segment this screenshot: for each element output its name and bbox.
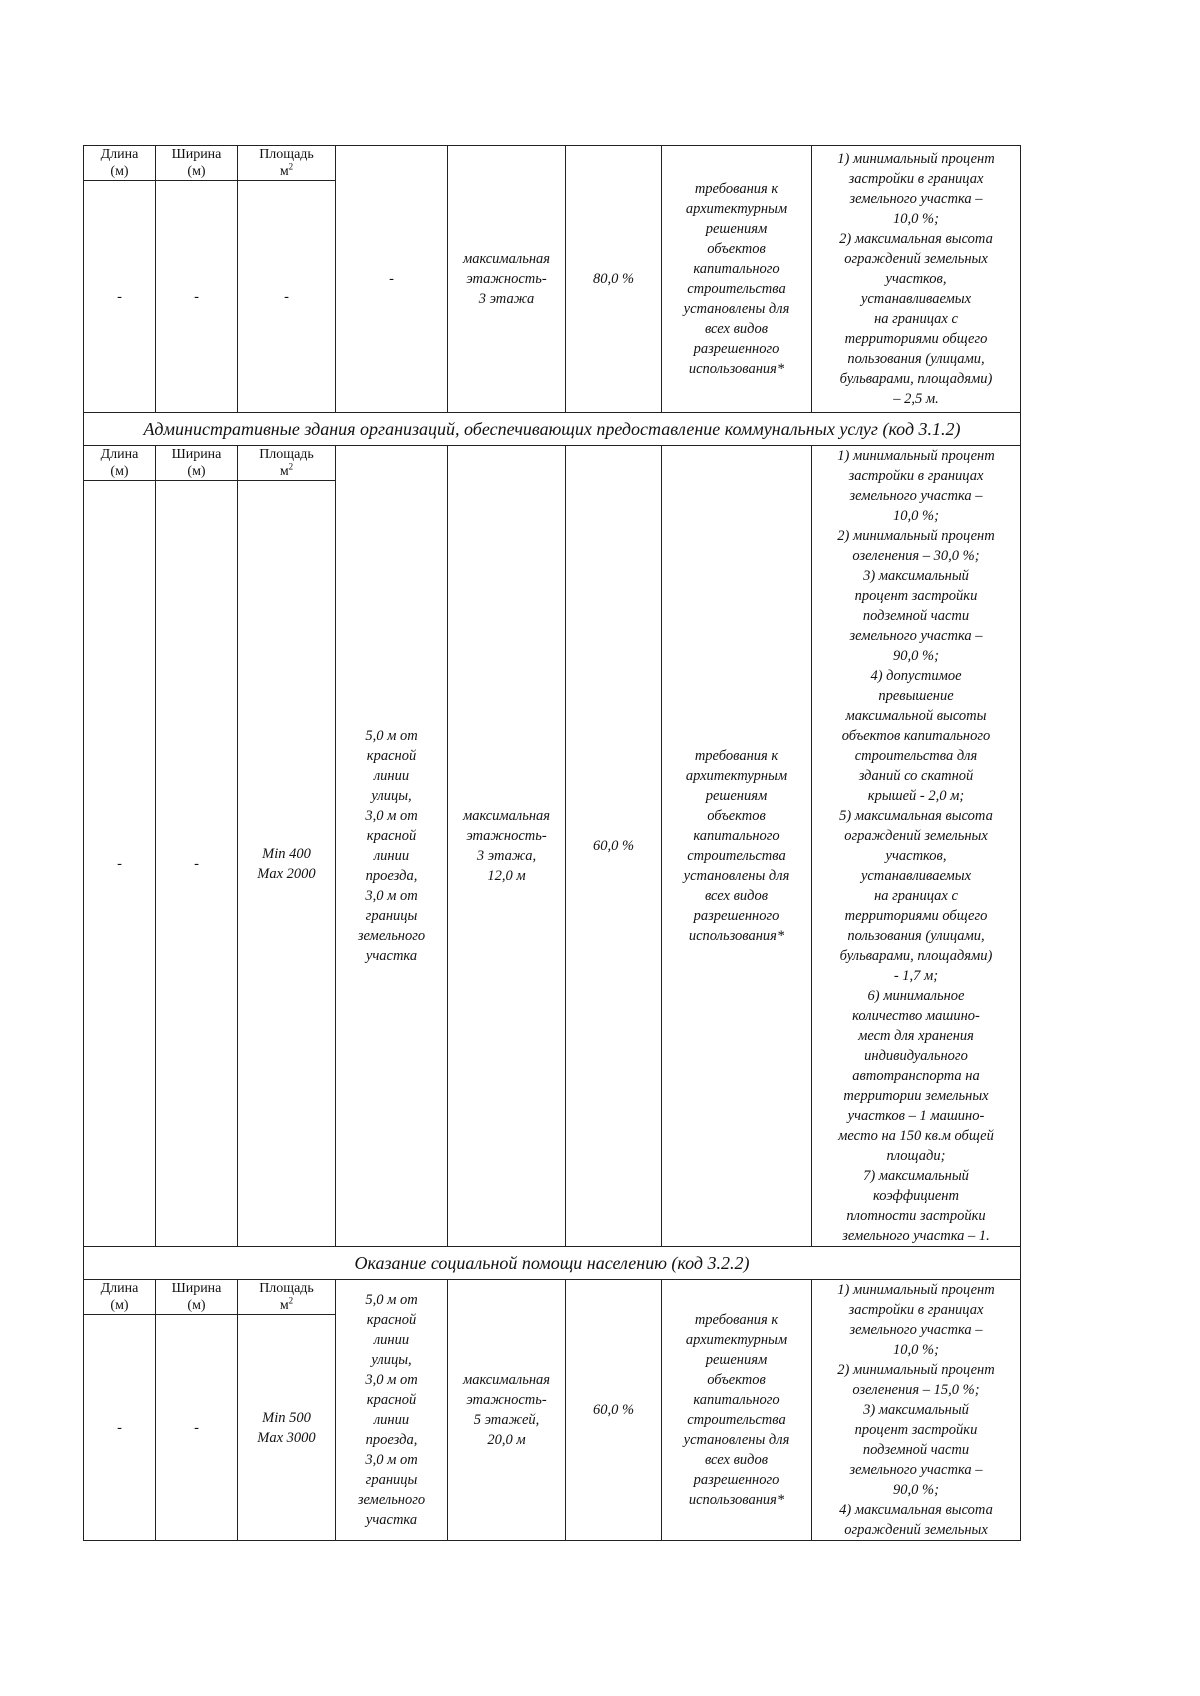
header-area — [238, 146, 336, 181]
row2-area: Min 400 Max 2000 — [238, 481, 336, 1247]
row1-width: - — [156, 181, 238, 413]
row3-other: 1) минимальный процент застройки в границах земельного участка – 10,0 %; 2) минимальный процент озеленения – 15,0 %; 3) максимальный процент застройки подземной части земельного участка – 90,0 %; 4) максимальная высота ограждений земельных — [812, 1280, 1021, 1541]
row3-width: - — [156, 1315, 238, 1541]
row2-coverage: 60,0 % — [566, 446, 662, 1247]
row3-coverage: 60,0 % — [566, 1280, 662, 1541]
header-width: Ширина (м) — [156, 1280, 238, 1315]
header-area-sup: 2 — [288, 1295, 294, 1306]
row1-coverage: 80,0 % — [566, 146, 662, 413]
header-length: Длина (м) — [84, 146, 156, 181]
header-area-sup: 2 — [288, 461, 294, 472]
header-length: Длина (м) — [84, 1280, 156, 1315]
row1-length: - — [84, 181, 156, 413]
header-area-label: Площадь м — [259, 147, 314, 179]
header-area — [238, 446, 336, 481]
zoning-table — [83, 145, 1021, 1541]
row2-width: - — [156, 481, 238, 1247]
block1-header-row — [84, 146, 1021, 181]
row2-floors: максимальная этажность- 3 этажа, 12,0 м — [448, 446, 566, 1247]
row3-area: Min 500 Max 3000 — [238, 1315, 336, 1541]
header-area-label: Площадь м — [259, 447, 314, 479]
row2-arch: требования к архитектурным решениям объектов капитального строительства установлены для всех видов разрешенного использования* — [662, 446, 812, 1247]
section2-title: Оказание социальной помощи населению (код 3.2.2) — [84, 1247, 1021, 1280]
row1-setback: - — [336, 146, 448, 413]
row3-length: - — [84, 1315, 156, 1541]
section1-title: Административные здания организаций, обеспечивающих предоставление коммунальных услуг (код 3.1.2) — [84, 413, 1021, 446]
block3-header-row — [84, 1280, 1021, 1315]
header-area — [238, 1280, 336, 1315]
row2-setback: 5,0 м от красной линии улицы, 3,0 м от красной линии проезда, 3,0 м от границы земельного участка — [336, 446, 448, 1247]
row1-arch: требования к архитектурным решениям объектов капитального строительства установлены для всех видов разрешенного использования* — [662, 146, 812, 413]
header-length: Длина (м) — [84, 446, 156, 481]
row2-length: - — [84, 481, 156, 1247]
row1-area: - — [238, 181, 336, 413]
section1-row — [84, 413, 1021, 446]
row3-setback: 5,0 м от красной линии улицы, 3,0 м от красной линии проезда, 3,0 м от границы земельного участка — [336, 1280, 448, 1541]
row3-arch: требования к архитектурным решениям объектов капитального строительства установлены для всех видов разрешенного использования* — [662, 1280, 812, 1541]
header-area-label: Площадь м — [259, 1281, 314, 1313]
header-width: Ширина (м) — [156, 446, 238, 481]
block2-header-row — [84, 446, 1021, 481]
header-width: Ширина (м) — [156, 146, 238, 181]
row2-other: 1) минимальный процент застройки в границах земельного участка – 10,0 %; 2) минимальный процент озеленения – 30,0 %; 3) максимальный процент застройки подземной части земельного участка – 90,0 %; 4) допустимое превышение максимальной высоты объектов капитального строительства для зданий со скатной крышей - 2,0 м; 5) максимальная высота ограждений земельных участков, устанавливаемых на границах с территориями общего пользования (улицами, бульварами, площадями) - 1,7 м; 6) минимальное количество машино- мест для хранения индивидуального автотранспорта на территории земельных участков – 1 машино- место на 150 кв.м общей площади; 7) максимальный коэффициент плотности застройки земельного участка – 1. — [812, 446, 1021, 1247]
row3-floors: максимальная этажность- 5 этажей, 20,0 м — [448, 1280, 566, 1541]
row1-other: 1) минимальный процент застройки в границах земельного участка – 10,0 %; 2) максимальная высота ограждений земельных участков, устанавливаемых на границах с территориями общего пользования (улицами, бульварами, площадями) – 2,5 м. — [812, 146, 1021, 413]
row1-floors: максимальная этажность- 3 этажа — [448, 146, 566, 413]
section2-row — [84, 1247, 1021, 1280]
header-area-sup: 2 — [288, 161, 294, 172]
